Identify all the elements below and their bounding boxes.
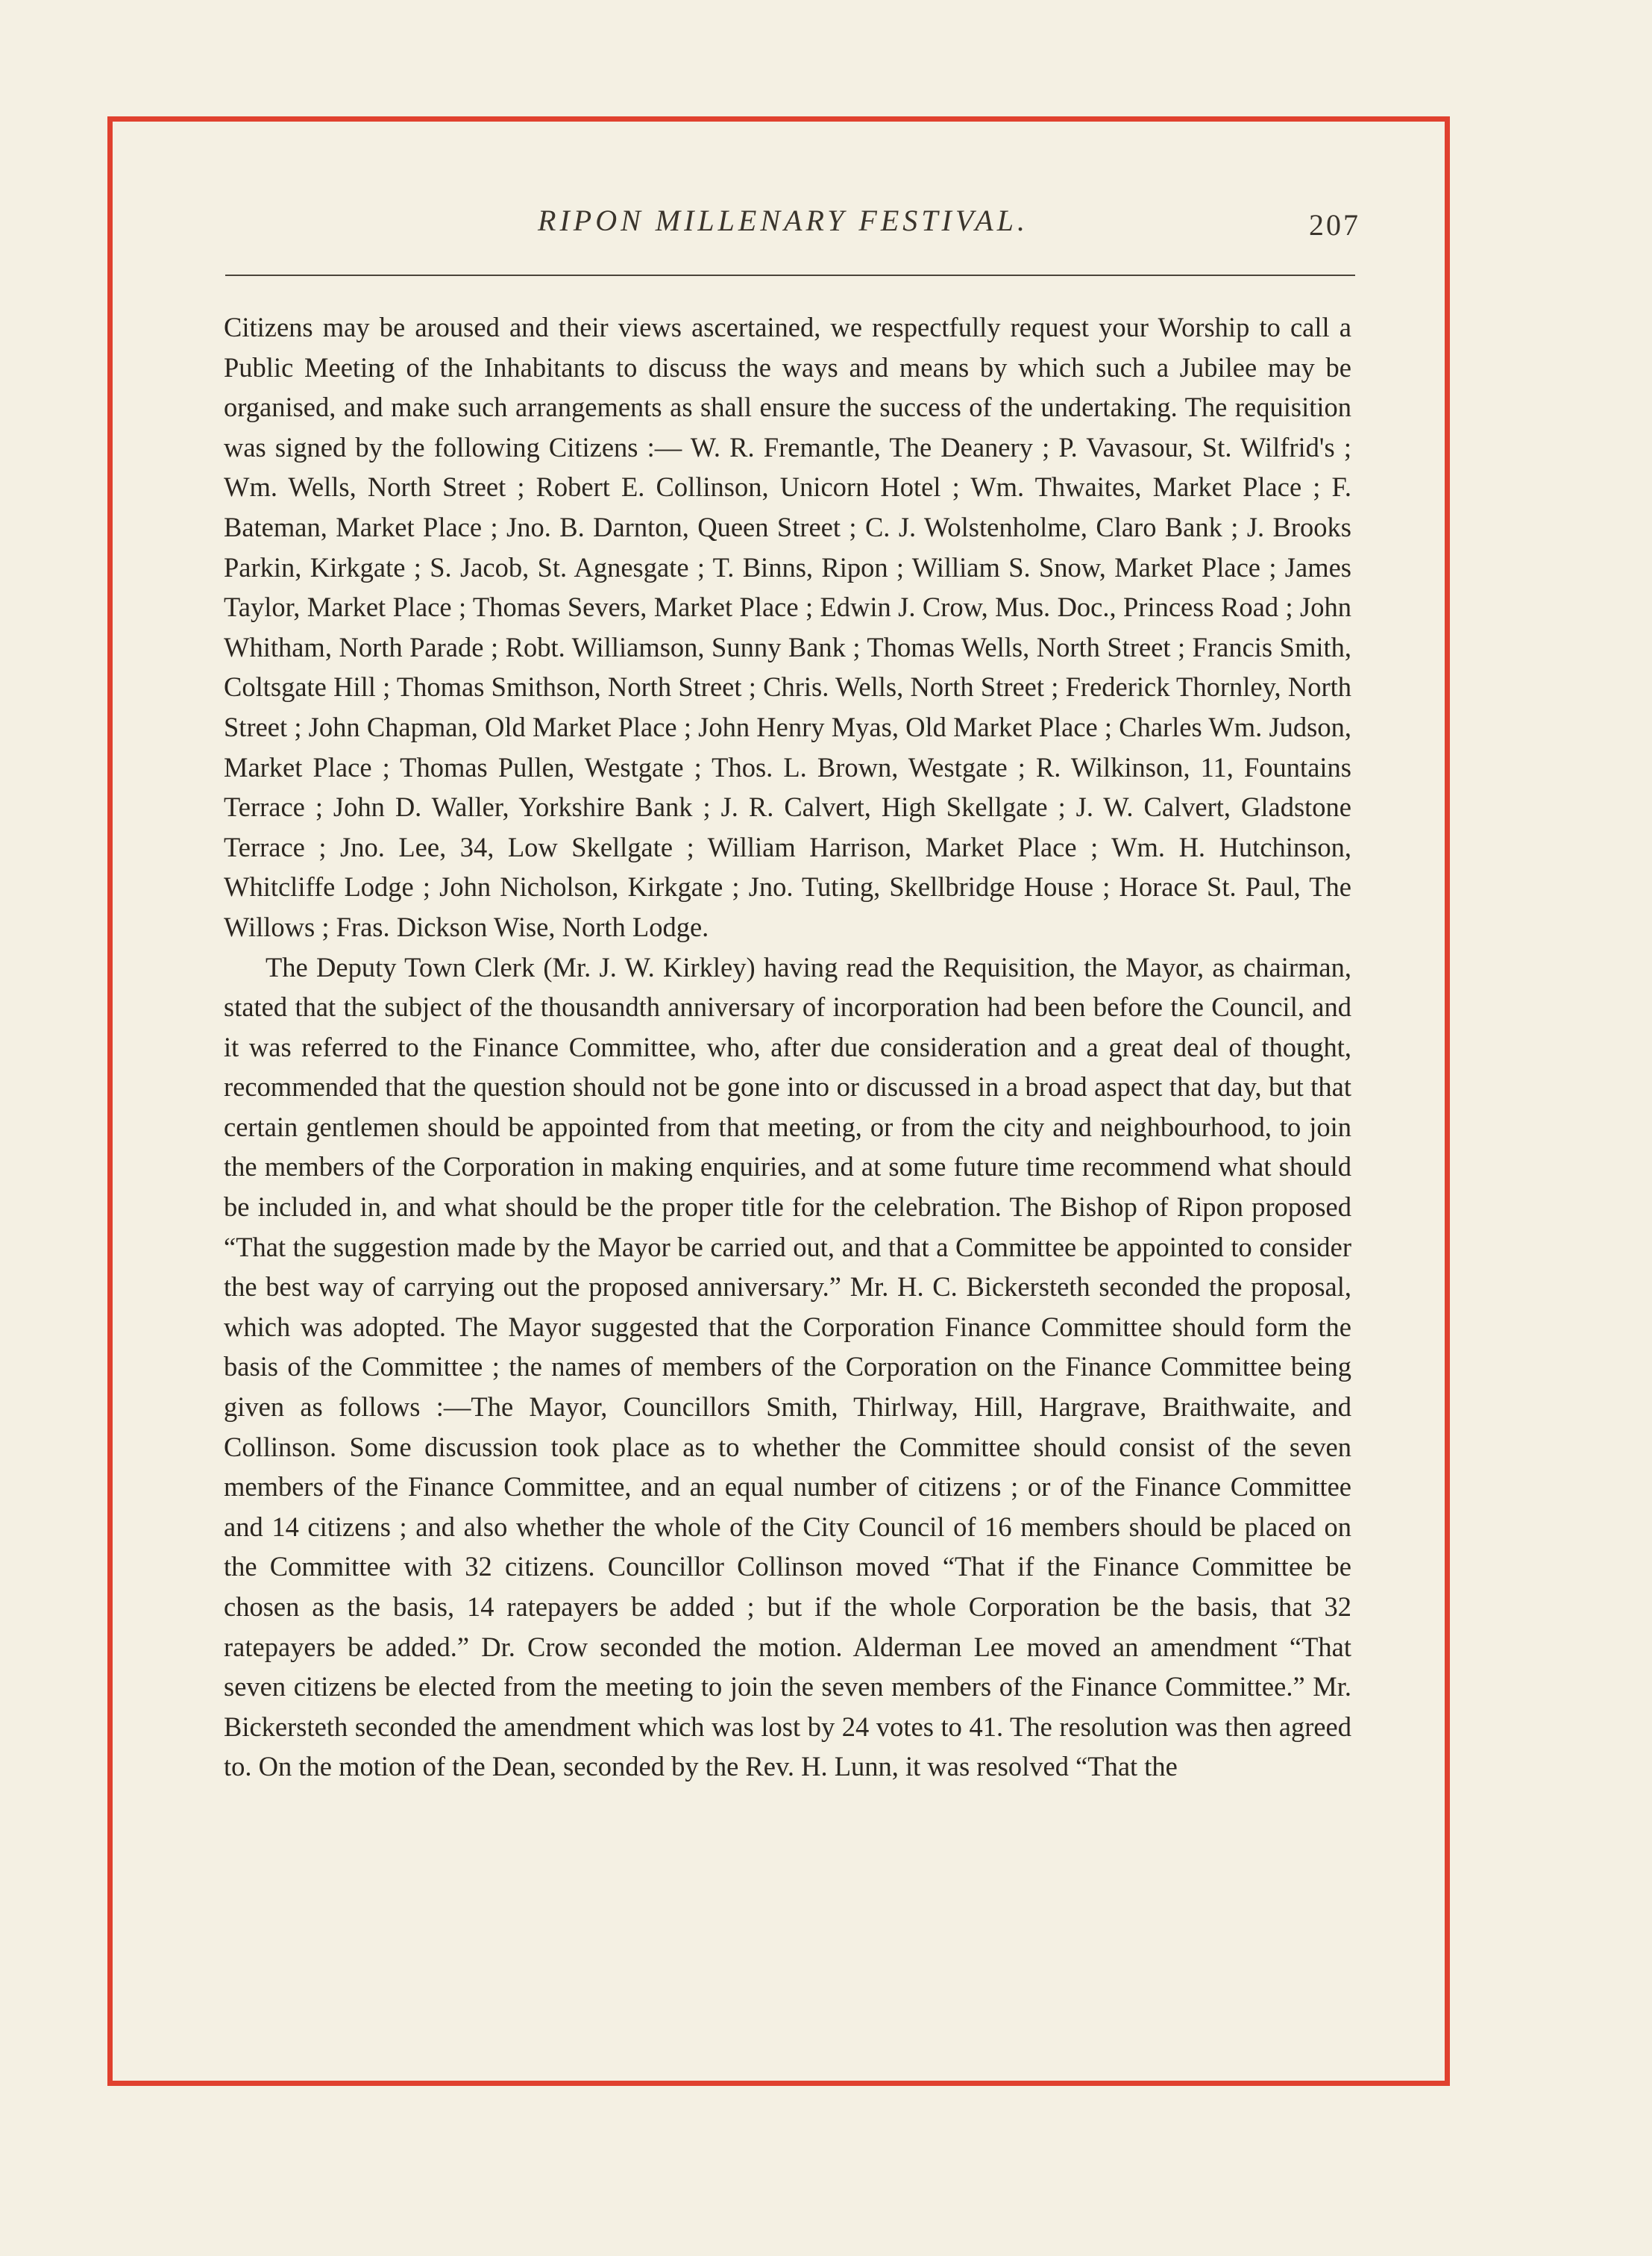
running-title: RIPON MILLENARY FESTIVAL. [538,204,1028,237]
header-rule [225,275,1355,276]
paragraph-continued-requisition: Citizens may be aroused and their views ascertained, we respectfully request your Worship to call a Public Meeting of the Inhabitants to discuss the ways and means by which such a Jubilee may be organised, and make such arrangements as shall ensure the success of the undertaking. The requisition was signed by the following Citizens :— W. R. Fremantle, The Deanery ; P. Vavasour, St. Wilfrid's ; Wm. Wells, North Street ; Robert E. Collinson, Unicorn Hotel ; Wm. Thwaites, Market Place ; F. Bateman, Market Place ; Jno. B. Darnton, Queen Street ; C. J. Wolstenholme, Claro Bank ; J. Brooks Parkin, Kirkgate ; S. Jacob, St. Agnesgate ; T. Binns, Ripon ; William S. Snow, Market Place ; James Taylor, Market Place ; Thomas Severs, Market Place ; Edwin J. Crow, Mus. Doc., Princess Road ; John Whitham, North Parade ; Robt. Williamson, Sunny Bank ; Thomas Wells, North Street ; Francis Smith, Coltsgate Hill ; Thomas Smithson, North Street ; Chris. Wells, North Street ; Frederick Thornley, North Street ; John Chapman, Old Market Place ; John Henry Myas, Old Market Place ; Charles Wm. Judson, Market Place ; Thomas Pullen, Westgate ; Thos. L. Brown, Westgate ; R. Wilkinson, 11, Fountains Terrace ; John D. Waller, Yorkshire Bank ; J. R. Calvert, High Skellgate ; J. W. Calvert, Gladstone Terrace ; Jno. Lee, 34, Low Skellgate ; William Harrison, Market Place ; Wm. H. Hutchinson, Whitcliffe Lodge ; John Nicholson, Kirkgate ; Jno. Tuting, Skellbridge House ; Horace St. Paul, The Willows ; Fras. Dickson Wise, North Lodge. [224,312,1351,942]
paragraph-meeting-proceedings: The Deputy Town Clerk (Mr. J. W. Kirkley) having read the Requisition, the Mayor, as chairman, stated that the subject of the thousandth anniversary of incorporation had been before the Council, and it was referred to the Finance Committee, who, after due consideration and a great deal of thought, recommended that the question should not be gone into or discussed in a broad aspect that day, but that certain gentlemen should be appointed from that meeting, or from the city and neighbourhood, to join the members of the Corporation in making enquiries, and at some future time recommend what should be included in, and what should be the proper title for the celebration. The Bishop of Ripon proposed “That the suggestion made by the Mayor be carried out, and that a Committee be appointed to consider the best way of carrying out the proposed anniversary.” Mr. H. C. Bickersteth seconded the proposal, which was adopted. The Mayor suggested that the Corporation Finance Committee should form the basis of the Committee ; the names of members of the Corporation on the Finance Committee being given as follows :—The Mayor, Councillors Smith, Thirlway, Hill, Hargrave, Braithwaite, and Collinson. Some discussion took place as to whether the Committee should consist of the seven members of the Finance Committee, and an equal number of citizens ; or of the Finance Committee and 14 citizens ; and also whether the whole of the City Council of 16 members should be placed on the Committee with 32 citizens. Councillor Collinson moved “That if the Finance Committee be chosen as the basis, 14 ratepayers be added ; but if the whole Corporation be the basis, that 32 ratepayers be added.” Dr. Crow seconded the motion. Alderman Lee moved an amendment “That seven citizens be elected from the meeting to join the seven members of the Finance Committee.” Mr. Bickersteth seconded the amendment which was lost by 24 votes to 41. The resolution was then agreed to. On the motion of the Dean, seconded by the Rev. H. Lunn, it was resolved “That the [224,951,1351,1782]
page-number: 207 [1309,208,1360,242]
body-text [224,307,1351,1787]
